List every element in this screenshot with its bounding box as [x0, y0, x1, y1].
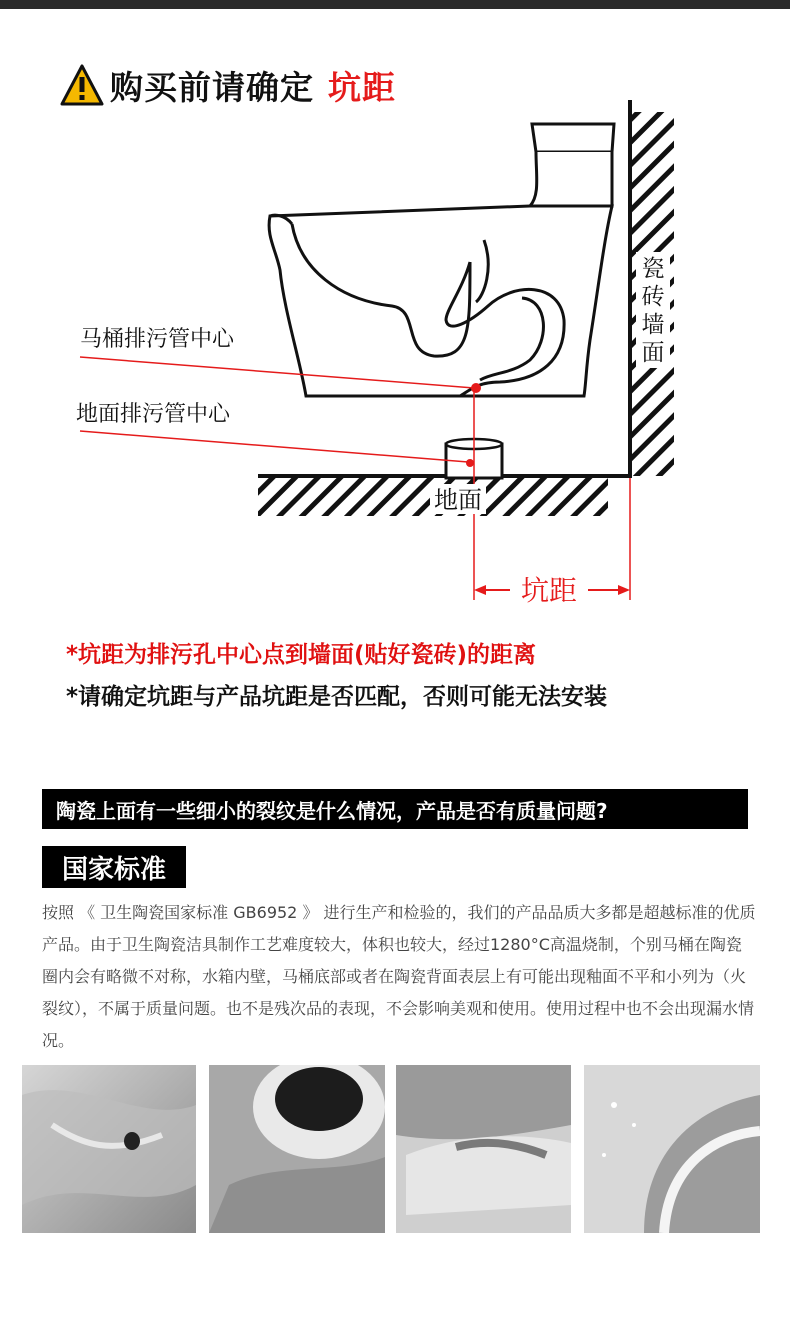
toilet-drain-label: 马桶排污管中心 [80, 327, 235, 352]
question-banner: 陶瓷上面有一些细小的裂纹是什么情况，产品是否有质量问题? [42, 789, 748, 829]
floor-drain-dot [466, 459, 474, 467]
wall-label-2: 砖 [641, 284, 665, 310]
ceramic-photo-1 [22, 1065, 196, 1233]
toilet-drain-dot [471, 383, 481, 393]
wall-label-3: 墙 [641, 312, 665, 338]
top-bar [0, 0, 790, 9]
arrow-left [474, 585, 486, 595]
ceramic-photo-4 [584, 1065, 760, 1233]
title-highlight: 坑距 [328, 67, 396, 107]
toilet-tank [532, 124, 614, 152]
rough-in-diagram [0, 95, 790, 615]
red-note: *坑距为排污孔中心点到墙面(贴好瓷砖)的距离 [66, 642, 537, 668]
distance-label: 坑距 [520, 574, 578, 607]
floor-drain-line [80, 431, 468, 462]
standard-paragraph: 按照 《 卫生陶瓷国家标准 GB6952 》 进行生产和检验的，我们的产品品质大多都是超越标准的优质产品。由于卫生陶瓷洁具制作工艺难度较大，体积也较大，经过1280°C高温烧制，个别马桶在陶瓷圈内会有略微不对称，水箱内壁，马桶底部或者在陶瓷背面表层上有可能出现釉面不平和小列为（火裂纹），不属于质量问题。也不是残次品的表现，不会影响美观和使用。使用过程中也不会出现漏水情况。 [42, 903, 756, 1050]
floor-label: 地面 [434, 486, 482, 514]
black-note: *请确定坑距与产品坑距是否匹配，否则可能无法安装 [66, 684, 608, 710]
wall-label-4: 面 [641, 340, 665, 366]
title-text: 购买前请确定 [110, 67, 314, 107]
arrow-right [618, 585, 630, 595]
ceramic-photo-3 [396, 1065, 571, 1233]
toilet-body [269, 206, 612, 396]
wall-label-1: 瓷 [641, 256, 665, 282]
floor-drain-label: 地面排污管中心 [76, 402, 231, 427]
section-title: 国家标准 [42, 846, 186, 888]
ceramic-photo-2 [209, 1065, 385, 1233]
